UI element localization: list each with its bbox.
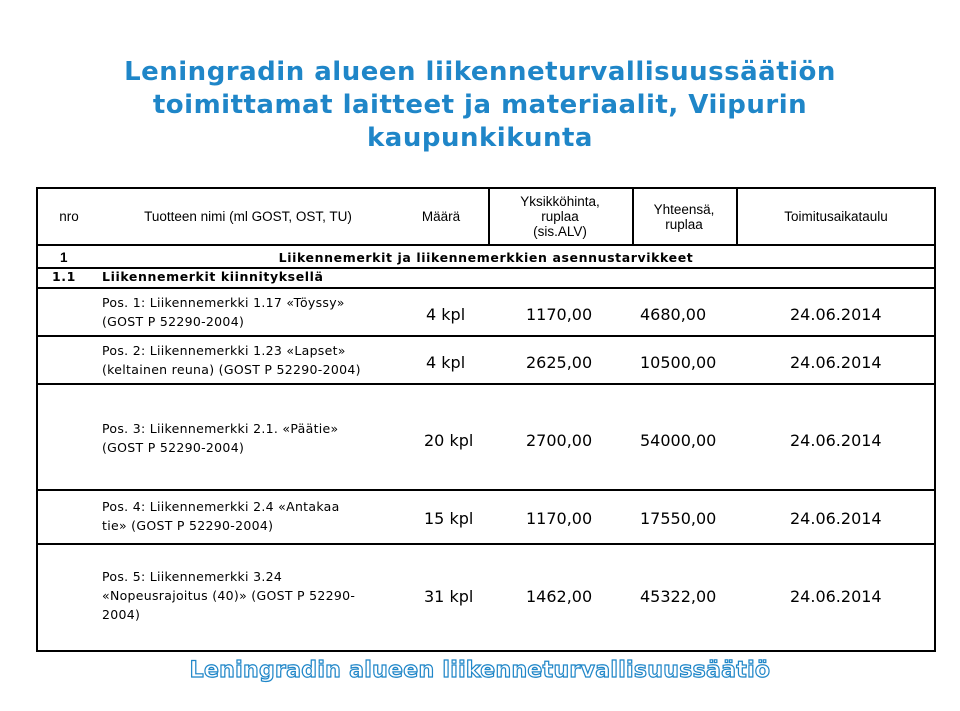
item-name-line: (GOST P 52290-2004) (102, 440, 245, 455)
item-unit-price: 1170,00 (526, 305, 593, 324)
item-date: 24.06.2014 (790, 305, 882, 324)
product-table (36, 187, 936, 652)
item-date: 24.06.2014 (790, 587, 882, 606)
header-product: Tuotteen nimi (ml GOST, OST, TU) (144, 209, 352, 224)
item-date: 24.06.2014 (790, 353, 882, 372)
footer-organization: Leningradin alueen liikenneturvallisuussäätiö (189, 658, 771, 683)
page-title (40, 56, 920, 155)
row-rule (38, 335, 934, 337)
row-rule (38, 489, 934, 491)
title-line-3: kaupunkikunta (367, 123, 593, 153)
item-total: 10500,00 (640, 353, 717, 372)
item-date: 24.06.2014 (790, 509, 882, 528)
item-name (102, 497, 402, 535)
row-rule (38, 543, 934, 545)
section-number: 1 (60, 250, 69, 265)
title-line-1: Leningradin alueen liikenneturvallisuussäätiön (124, 57, 836, 87)
item-name-line: (GOST P 52290-2004) (102, 314, 245, 329)
row-rule (38, 383, 934, 385)
subsection-label: Liikennemerkit kiinnityksellä (102, 269, 324, 284)
header-unit-price-line-2: ruplaa (541, 209, 579, 224)
item-unit-price: 2625,00 (526, 353, 593, 372)
section-label: Liikennemerkit ja liikennemerkkien asennustarvikkeet (278, 250, 694, 265)
header-unit-price-line-3: (sis.ALV) (533, 224, 587, 239)
header-nro: nro (59, 209, 79, 224)
item-unit-price: 2700,00 (526, 431, 593, 450)
item-total: 45322,00 (640, 587, 717, 606)
header-schedule: Toimitusaikataulu (784, 209, 888, 224)
item-qty: 15 kpl (424, 509, 474, 528)
item-total: 17550,00 (640, 509, 717, 528)
item-name (102, 567, 402, 624)
item-name-line: Pos. 5: Liikennemerkki 3.24 (102, 569, 283, 584)
item-name-line: Pos. 3: Liikennemerkki 2.1. «Päätie» (102, 421, 339, 436)
header-qty: Määrä (421, 209, 461, 224)
section-row (38, 248, 934, 268)
item-qty: 20 kpl (424, 431, 474, 450)
item-name-line: (keltainen reuna) (GOST P 52290-2004) (102, 362, 361, 377)
item-name (102, 419, 402, 457)
item-unit-price: 1170,00 (526, 509, 593, 528)
subsection-row (38, 267, 934, 287)
header-unit-price-line-1: Yksikköhinta, (520, 194, 600, 209)
item-name-line: tie» (GOST P 52290-2004) (102, 518, 274, 533)
item-name (102, 341, 402, 379)
item-name (102, 293, 402, 331)
item-qty: 4 kpl (426, 305, 466, 324)
header-total: Yhteensä, ruplaa (653, 201, 715, 232)
item-name-line: Pos. 1: Liikennemerkki 1.17 «Töyssy» (102, 295, 345, 310)
item-unit-price: 1462,00 (526, 587, 593, 606)
item-qty: 4 kpl (426, 353, 466, 372)
item-name-line: Pos. 2: Liikennemerkki 1.23 «Lapset» (102, 343, 346, 358)
item-total: 54000,00 (640, 431, 717, 450)
item-name-line: Pos. 4: Liikennemerkki 2.4 «Antakaa (102, 499, 340, 514)
item-date: 24.06.2014 (790, 431, 882, 450)
item-name-line: «Nopeusrajoitus (40)» (GOST P 52290- (102, 588, 356, 603)
table-header (38, 189, 934, 244)
header-rule (38, 244, 934, 246)
item-name-line: 2004) (102, 607, 141, 622)
item-total: 4680,00 (640, 305, 707, 324)
subsection-rule (38, 287, 934, 289)
item-qty: 31 kpl (424, 587, 474, 606)
title-line-2: toimittamat laitteet ja materiaalit, Viipurin (152, 90, 808, 120)
subsection-number: 1.1 (52, 269, 76, 284)
header-unit-price (490, 189, 630, 244)
